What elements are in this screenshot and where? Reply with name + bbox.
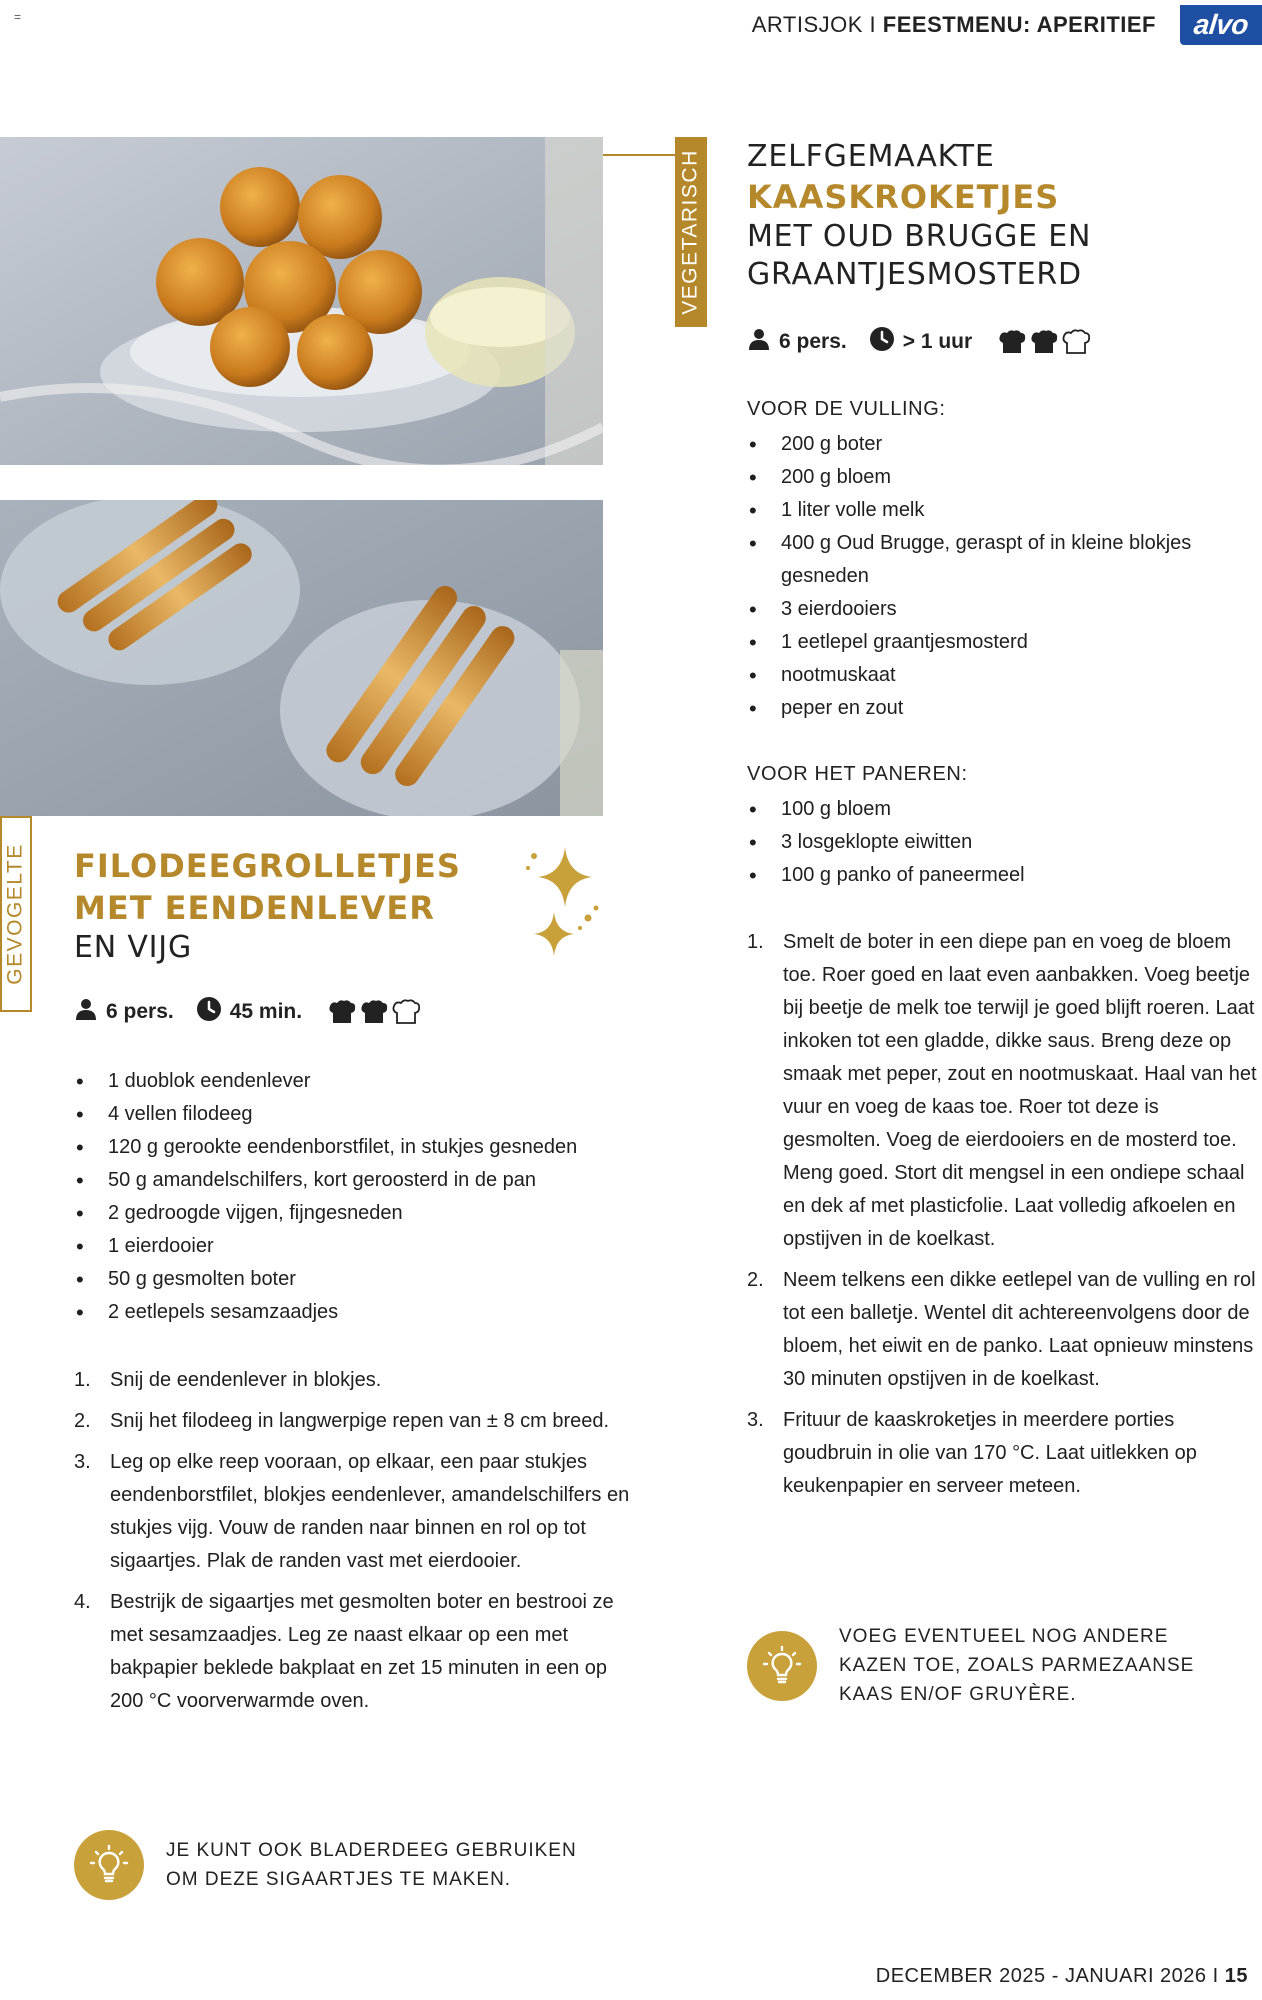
recipe2-tip <box>74 1830 577 1900</box>
list-item: • 100 g panko of paneermeel <box>747 859 1247 892</box>
tip-text-line: JE KUNT OOK BLADERDEEG GEBRUIKEN <box>166 1840 577 1861</box>
header-section: ARTISJOK <box>751 12 863 37</box>
recipe1-title-line4: GRAANTJESMOSTERD <box>747 257 1082 292</box>
recipe2-title <box>74 845 461 967</box>
person-icon <box>747 327 771 357</box>
list-item: • 1 eierdooier <box>74 1230 674 1263</box>
recipe2-ingredients-list <box>74 1065 674 1329</box>
list-item: • 2 gedroogde vijgen, fijngesneden <box>74 1197 674 1230</box>
page-header <box>752 0 1262 50</box>
person-icon <box>74 997 98 1027</box>
recipe2-title-line2: MET EENDENLEVER <box>74 889 435 927</box>
clock-icon <box>869 326 895 358</box>
recipe2-title-line1: FILODEEGROLLETJES <box>74 847 461 885</box>
list-item: • 2 eetlepels sesamzaadjes <box>74 1296 674 1329</box>
step-item: 2. Neem telkens een dikke eetlepel van de vulling en rol tot een balletje. Wentel dit achtereenvolgens door de bloem, het eiwit en de panko. Laat opnieuw minstens 30 minuten opstijven in de koelkast. <box>747 1269 1256 1390</box>
tip-text-line: KAAS EN/OF GRUYÈRE. <box>839 1684 1077 1705</box>
recipe1-steps <box>747 926 1257 1511</box>
list-item: • peper en zout <box>747 692 1247 725</box>
tip-text-line: VOEG EVENTUEEL NOG ANDERE <box>839 1626 1169 1647</box>
recipe2-meta <box>74 996 420 1028</box>
list-item: • 200 g boter <box>747 428 1247 461</box>
croquettes-photo <box>0 137 603 465</box>
footer-separator: I <box>1212 1965 1219 1987</box>
list-item: • 50 g gesmolten boter <box>74 1263 674 1296</box>
recipe2-persons: 6 pers. <box>106 1000 174 1023</box>
step-item: 3. Frituur de kaaskroketjes in meerdere porties goudbruin in olie van 170 °C. Laat uitlekken op keukenpapier en serveer meteen. <box>747 1409 1197 1497</box>
recipe2-steps <box>74 1364 644 1726</box>
list-item: • 100 g bloem <box>747 793 1247 826</box>
recipe1-meta <box>747 326 1090 358</box>
recipe1-breading-heading: VOOR HET PANEREN: <box>747 763 968 785</box>
alvo-logo: alvo <box>1180 5 1262 45</box>
header-chapter: FEESTMENU: APERITIEF <box>882 12 1156 37</box>
list-item: • 4 vellen filodeeg <box>74 1098 674 1131</box>
list-item: • 400 g Oud Brugge, geraspt of in kleine blokjes gesneden <box>747 527 1247 593</box>
recipe1-time: > 1 uur <box>902 330 973 353</box>
list-item: • 120 g gerookte eendenborstfilet, in stukjes gesneden <box>74 1131 674 1164</box>
page-number: 15 <box>1224 1965 1248 1987</box>
recipe2-title-line3: EN VIJG <box>74 930 192 965</box>
filo-rolls-photo <box>0 500 603 816</box>
list-item: • 1 duoblok eendenlever <box>74 1065 674 1098</box>
step-item: 4. Bestrijk de sigaartjes met gesmolten boter en bestrooi ze met sesamzaadjes. Leg ze naast elkaar op een met bakpapier beklede bakplaat en zet 15 minuten in een op 200 °C voorverwarmde oven. <box>74 1591 614 1712</box>
recipe1-title-line1: ZELFGEMAAKTE <box>747 139 995 174</box>
list-item: • 1 liter volle melk <box>747 494 1247 527</box>
category-tag-gevogelte: GEVOGELTE <box>0 816 32 1012</box>
recipe1-breading-list <box>747 793 1247 892</box>
recipe1-title-line3: MET OUD BRUGGE EN <box>747 219 1092 254</box>
clock-icon <box>196 996 222 1028</box>
list-item: • 1 eetlepel graantjesmosterd <box>747 626 1247 659</box>
list-item: • 50 g amandelschilfers, kort geroosterd in de pan <box>74 1164 674 1197</box>
tip-text-line: OM DEZE SIGAARTJES TE MAKEN. <box>166 1869 512 1890</box>
category-tag-vegetarisch: VEGETARISCH <box>675 137 707 327</box>
tip-text-line: KAZEN TOE, ZOALS PARMEZAANSE <box>839 1655 1195 1676</box>
recipe1-filling-list <box>747 428 1247 725</box>
list-item: • 3 eierdooiers <box>747 593 1247 626</box>
sparkles-icon <box>520 842 610 977</box>
recipe1-persons: 6 pers. <box>779 330 847 353</box>
header-separator: I <box>869 12 877 37</box>
header-breadcrumb <box>752 12 1156 38</box>
lightbulb-icon <box>74 1830 144 1900</box>
recipe2-time: 45 min. <box>229 1000 303 1023</box>
lightbulb-icon <box>747 1631 817 1701</box>
footer-period: DECEMBER 2025 - JANUARI 2026 <box>875 1965 1207 1987</box>
list-item: • 200 g bloem <box>747 461 1247 494</box>
step-item: 2. Snij het filodeeg in langwerpige repen van ± 8 cm breed. <box>74 1410 610 1432</box>
corner-mark: = <box>14 10 22 24</box>
step-item: 1. Snij de eendenlever in blokjes. <box>74 1369 382 1391</box>
recipe1-filling-heading: VOOR DE VULLING: <box>747 398 946 420</box>
difficulty-hats-icon <box>998 329 1090 355</box>
step-item: 1. Smelt de boter in een diepe pan en voeg de bloem toe. Roer goed en laat even aanbakken. Voeg beetje bij beetje de melk toe terwijl je goed blijft roeren. Laat inkoken tot een gladde, dikke saus. Breng deze op smaak met peper, zout en nootmuskaat. Haal van het vuur en voeg de kaas toe. Roer tot deze is gesmolten. Voeg de eierdooiers en de mosterd toe. Meng goed. Stort dit mengsel in een ondiepe schaal en dek af met plasticfolie. Laat volledig afkoelen en opstijven in de koelkast. <box>747 931 1257 1250</box>
list-item: • nootmuskaat <box>747 659 1247 692</box>
difficulty-hats-icon <box>328 999 420 1025</box>
step-item: 3. Leg op elke reep vooraan, op elkaar, een paar stukjes eendenborstfilet, blokjes eendenlever, amandelschilfers en stukjes vijg. Vouw de randen naar binnen en rol op tot sigaartjes. Plak de randen vast met eierdooier. <box>74 1451 630 1572</box>
page-footer <box>876 1965 1248 1988</box>
recipe1-title <box>747 138 1091 294</box>
recipe1-tip <box>747 1622 1194 1709</box>
recipe1-title-highlight: KAASKROKETJES <box>747 178 1060 216</box>
category-connector-line <box>603 154 675 156</box>
list-item: • 3 losgeklopte eiwitten <box>747 826 1247 859</box>
